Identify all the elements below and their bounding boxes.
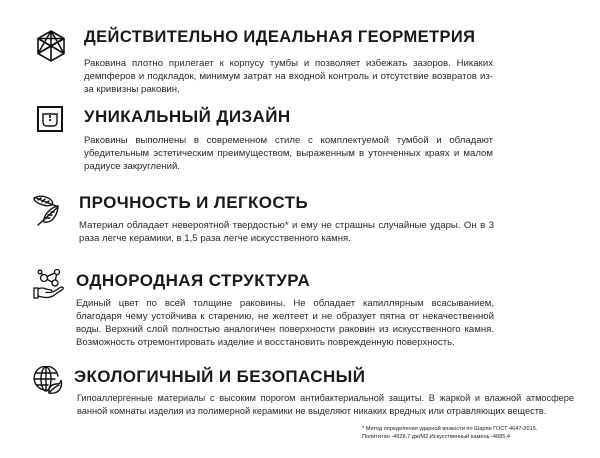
section-title: УНИКАЛЬНЫЙ ДИЗАЙН (84, 107, 291, 126)
section-text: Гипоаллергенные материалы с высоким порогом антибактериальной защиты. В жаркой и влажной атмосфере ванной комнаты изделия из полимерной керамики не выделяют никаких вредных или отравляющих веществ. (77, 393, 574, 416)
footnote-line-2: Полититан -4928,7 дж/М2.Искусственный камень -4685,4 (362, 434, 511, 440)
feathers-icon (32, 193, 62, 227)
section-title: ОДНОРОДНАЯ СТРУКТУРА (76, 271, 311, 290)
feature-strength (0, 170, 600, 255)
feature-geometry (0, 0, 600, 95)
feature-eco (0, 355, 600, 425)
section-text: Раковина плотно прилегает к корпусу тумбы и позволяет избежать зазоров. Никаких демпферов и подкладок, минимум затрат на входной контроль и отсутствие возвратов из-за кривизны раковин. (84, 58, 493, 95)
sink-icon (37, 106, 63, 132)
section-title: ПРОЧНОСТЬ И ЛЕГКОСТЬ (79, 193, 309, 212)
feature-design (0, 90, 600, 170)
section-text: Раковины выполнены в современном стиле с комплектуемой тумбой и обладают убедительным эстетическим преимуществом, выраженным в утонченных краях и малом радиусе закруглений. (84, 135, 493, 172)
section-text: Единый цвет по всей толщине раковины. Не обладает капиллярным всасыванием, благодаря чему устойчива к старению, не желтеет и не образует пятна от некачественной воды. Верхний слой полностью аналогичен поверхности раковин из искусственного камня. Возможность отремонтировать изделие и восстановить поврежденную поверхность. (76, 298, 494, 348)
footnote-line-1: * Метод определения ударной вязкости по Шарпи ГОСТ 4647-2015. (362, 426, 538, 432)
globe-leaf-icon (33, 366, 63, 396)
feature-structure (0, 255, 600, 355)
cube-geometry-icon (37, 30, 65, 62)
hand-molecule-icon (33, 268, 65, 300)
footnote (362, 425, 582, 441)
section-text: Материал обладает невероятной твердостью* и ему не страшны случайные удары. Он в 3 раза легче керамики, в 1,5 раза легче искусственного камня. (79, 220, 494, 244)
section-title: ЭКОЛОГИЧНЫЙ И БЕЗОПАСНЫЙ (74, 367, 366, 386)
section-title: ДЕЙСТВИТЕЛЬНО ИДЕАЛЬНАЯ ГЕОРМЕТРИЯ (84, 28, 476, 46)
